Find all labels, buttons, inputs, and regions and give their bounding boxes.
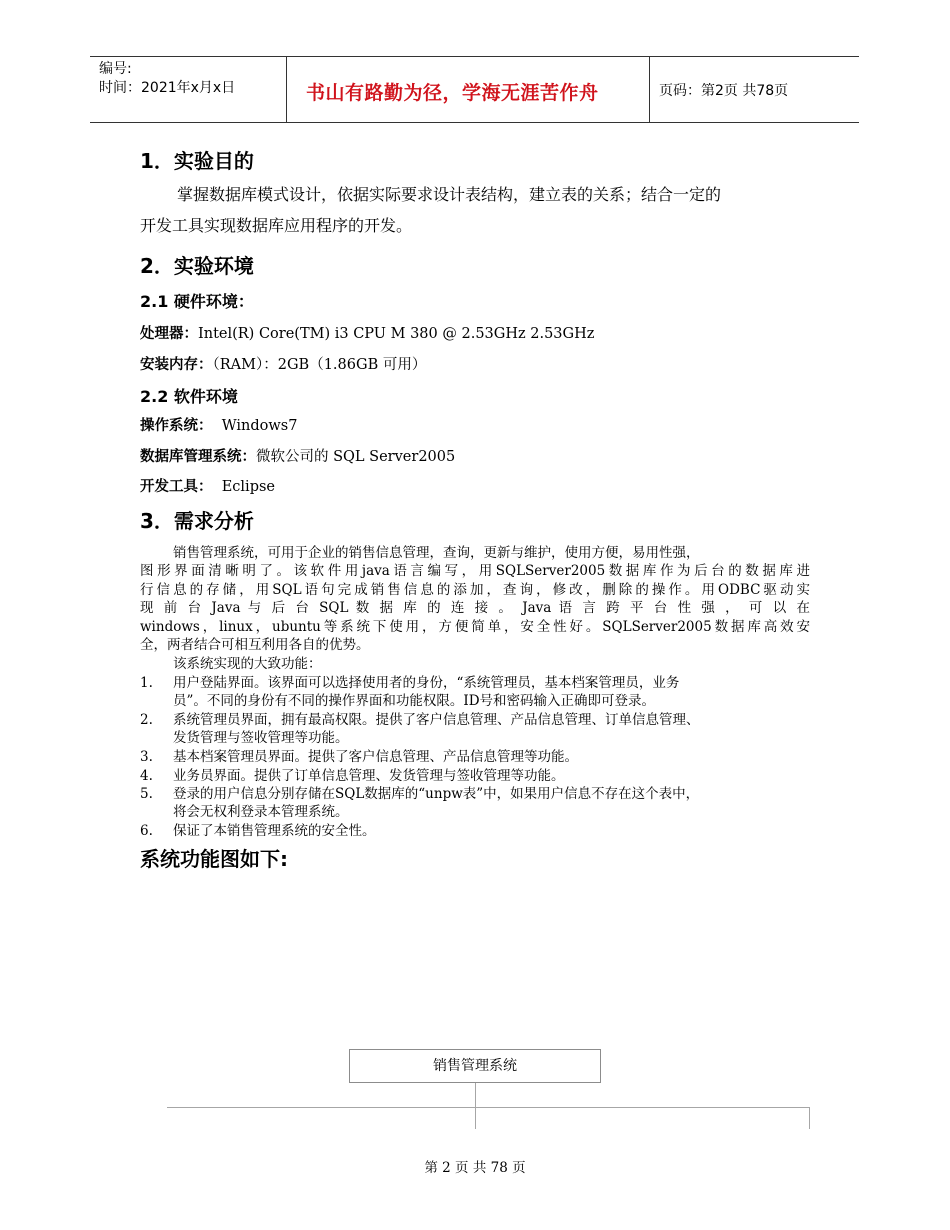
- header-page-info: 页码：第2页 共78页: [659, 83, 789, 99]
- os-value: Windows7: [212, 418, 298, 434]
- tool-label: 开发工具：: [140, 479, 213, 495]
- list-item: [140, 785, 810, 822]
- requirement-line-2: 图形界面清晰明了。该软件用java语言编写，用SQLServer2005数据库作为后台的数据库进: [140, 563, 810, 579]
- list-item-number: 3.: [140, 749, 153, 765]
- ram-spec: [140, 353, 426, 374]
- list-item-line-2: 发货管理与签收管理等功能。: [173, 730, 349, 747]
- os-label: 操作系统：: [140, 418, 213, 434]
- header-number-label: 编号:: [99, 61, 132, 77]
- diagram-heading: 系统功能图如下:: [140, 847, 288, 871]
- requirement-line-7: 该系统实现的大致功能：: [173, 656, 322, 672]
- section-2-2-title: 2.2 软件环境: [140, 387, 238, 406]
- db-spec: [140, 445, 455, 466]
- list-item-line-1: 用户登陆界面。该界面可以选择使用者的身份，“系统管理员，基本档案管理员，业务: [173, 675, 680, 691]
- list-item: [140, 748, 810, 766]
- requirement-line-3: 行信息的存储，用SQL语句完成销售信息的添加，查询，修改，删除的操作。用ODBC驱动实: [140, 582, 810, 598]
- section-1-paragraph-line-2: 开发工具实现数据库应用程序的开发。: [140, 216, 413, 235]
- section-2-title: 2．实验环境: [140, 254, 254, 278]
- cpu-label: 处理器：: [140, 326, 198, 342]
- requirement-line-1: 销售管理系统，可用于企业的销售信息管理，查询，更新与维护，使用方便，易用性强，: [173, 545, 700, 561]
- section-2-1-title: 2.1 硬件环境：: [140, 292, 254, 311]
- list-item-line-2: 将会无权利登录本管理系统。: [173, 804, 349, 821]
- section-1-title: 1．实验目的: [140, 149, 254, 173]
- header-bottom-rule: [90, 122, 859, 123]
- tool-value: Eclipse: [212, 479, 276, 495]
- db-value: 微软公司的 SQL Server2005: [256, 449, 456, 465]
- list-item-number: 1.: [140, 675, 153, 691]
- requirement-line-5: windows，linux，ubuntu等系统下使用，方便简单，安全性好。SQLServer2005数据库高效安: [140, 619, 810, 635]
- ram-label: 安装内存：: [140, 357, 213, 373]
- list-item-line-1: 基本档案管理员界面。提供了客户信息管理、产品信息管理等功能。: [173, 749, 578, 765]
- diagram-connector-branch-right: [809, 1107, 810, 1129]
- tool-spec: [140, 475, 275, 496]
- header-divider-left: [286, 57, 287, 122]
- list-item: [140, 711, 810, 748]
- header-top-rule: [90, 56, 859, 57]
- list-item-number: 6.: [140, 823, 153, 839]
- header-divider-right: [649, 57, 650, 122]
- list-item-number: 5.: [140, 786, 153, 802]
- list-item-line-2: 员”。不同的身份有不同的操作界面和功能权限。ID号和密码输入正确即可登录。: [173, 693, 656, 710]
- list-item: [140, 822, 810, 840]
- requirement-line-6: 全，两者结合可相互利用各自的优势。: [140, 637, 370, 653]
- list-item-number: 4.: [140, 768, 153, 784]
- diagram-root-node: [349, 1049, 601, 1083]
- list-item: [140, 767, 810, 785]
- diagram-connector-horizontal: [167, 1107, 810, 1108]
- list-item-line-1: 登录的用户信息分别存储在SQL数据库的“unpw表”中，如果用户信息不存在这个表中，: [173, 786, 700, 802]
- os-spec: [140, 414, 297, 435]
- section-3-title: 3．需求分析: [140, 509, 254, 533]
- page-footer: 第 2 页 共 78 页: [424, 1160, 526, 1176]
- header-motto: 书山有路勤为径，学海无涯苦作舟: [306, 82, 599, 104]
- header-time-label: 时间：2021年x月x日: [99, 80, 236, 96]
- diagram-connector-branch-center: [475, 1107, 476, 1129]
- diagram-root-label: 销售管理系统: [433, 1058, 517, 1074]
- requirement-line-4: 现 前 台 Java 与 后 台 SQL 数 据 库 的 连 接 。 Java 语 言 跨 平 台 性 强 ， 可 以 在: [140, 600, 810, 616]
- list-item: [140, 674, 810, 711]
- ram-value: （RAM）：2GB（1.86GB 可用）: [212, 357, 427, 373]
- list-item-line-1: 保证了本销售管理系统的安全性。: [173, 823, 376, 839]
- db-label: 数据库管理系统：: [140, 449, 256, 465]
- list-item-number: 2.: [140, 712, 153, 728]
- cpu-value: Intel(R) Core(TM) i3 CPU M 380 @ 2.53GHz 2.53GHz: [198, 326, 595, 342]
- diagram-connector-vertical: [475, 1083, 476, 1107]
- list-item-line-1: 业务员界面。提供了订单信息管理、发货管理与签收管理等功能。: [173, 768, 565, 784]
- cpu-spec: [140, 322, 594, 343]
- section-1-paragraph-line-1: 掌握数据库模式设计，依据实际要求设计表结构，建立表的关系；结合一定的: [177, 185, 722, 204]
- list-item-line-1: 系统管理员界面，拥有最高权限。提供了客户信息管理、产品信息管理、订单信息管理、: [173, 712, 700, 728]
